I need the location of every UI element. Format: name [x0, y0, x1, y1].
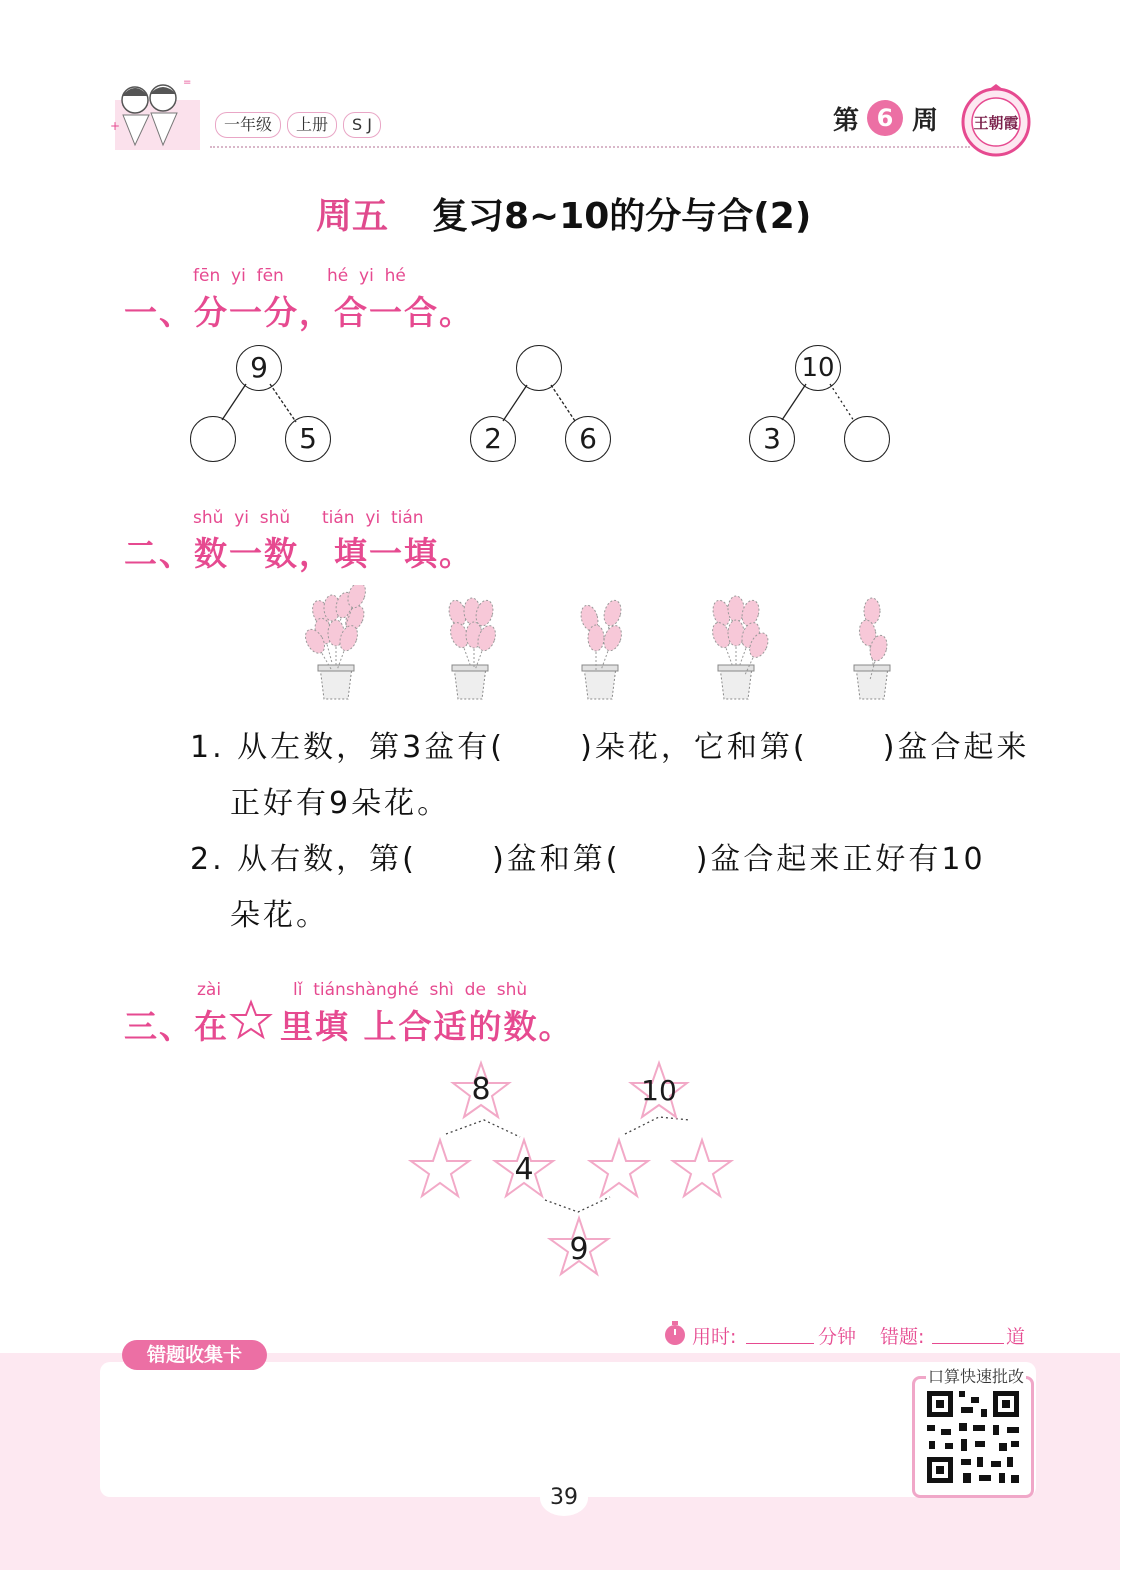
flower-pot-icon: [302, 585, 369, 699]
section2-pinyin-a: shǔ yi shǔ: [193, 508, 291, 528]
header-divider: [210, 146, 970, 148]
week-prefix: 第: [833, 106, 860, 136]
time-blank-line[interactable]: [746, 1343, 814, 1344]
bond-circle-top: 10: [795, 345, 841, 391]
time-label: 用时:: [692, 1326, 737, 1348]
error-unit: 道: [1006, 1326, 1026, 1348]
bond-circle-left-blank[interactable]: [190, 416, 236, 462]
section1-title: 一、分一分，合一合。: [124, 293, 474, 332]
edition-badge: S J: [343, 112, 381, 138]
svg-text:+: +: [110, 119, 121, 133]
bond-circle-top-blank[interactable]: [516, 345, 562, 391]
flower-pot-icon: [854, 598, 890, 699]
time-unit: 分钟: [818, 1326, 857, 1348]
error-label: 错题:: [880, 1326, 925, 1348]
star-number: 8: [471, 1072, 491, 1107]
star-blank[interactable]: [587, 1137, 651, 1201]
flower-pot-icon: [578, 598, 624, 699]
seal-text: 王朝霞: [973, 114, 1019, 132]
qr-code-icon: [915, 1379, 1031, 1495]
flower-pot-icon: [446, 598, 498, 699]
qr-code-label: 口算快速批改: [926, 1364, 1026, 1387]
star-number: 4: [514, 1152, 534, 1187]
section3-pinyin-b: lǐ tiánshànghé shì de shù: [293, 980, 528, 1000]
flower-pot-icon: [709, 596, 771, 699]
kids-illustration: [105, 70, 205, 155]
star-number: 9: [569, 1232, 589, 1267]
question2-line2: 朵花。: [230, 898, 329, 933]
section3-pinyin-a: zài: [197, 980, 222, 1000]
section3-title-start: 三、在: [124, 1007, 229, 1046]
volume-badge: 上册: [287, 112, 337, 138]
star-blank[interactable]: [670, 1137, 734, 1201]
section1-pinyin-b: hé yi hé: [327, 266, 406, 286]
svg-text:=: =: [183, 77, 192, 88]
page-number: 39: [540, 1480, 588, 1516]
qr-code-frame[interactable]: [912, 1376, 1034, 1498]
error-blank-line[interactable]: [932, 1343, 1004, 1344]
question1-line1: 1. 从左数，第3盆有( )朵花，它和第( )盆合起来: [190, 730, 1030, 765]
week-number-badge: 6: [867, 100, 903, 136]
grade-badge: 一年级: [215, 112, 281, 138]
stopwatch-icon: [662, 1320, 688, 1346]
week-suffix: 周: [912, 106, 939, 136]
error-collection-box[interactable]: [100, 1362, 1036, 1497]
page-title-day: 周五: [316, 196, 389, 237]
star-outline-icon: [228, 999, 274, 1041]
bond-circle-right-blank[interactable]: [844, 416, 890, 462]
star-number: 10: [641, 1074, 677, 1107]
bond-circle-right: 6: [565, 416, 611, 462]
bond-circle-left: 3: [749, 416, 795, 462]
section2-title: 二、数一数，填一填。: [124, 534, 474, 573]
flower-pots-row: [290, 585, 910, 705]
author-seal-logo: [960, 82, 1032, 160]
question2-line1: 2. 从右数，第( )盆和第( )盆合起来正好有10: [190, 842, 986, 877]
bond-circle-right: 5: [285, 416, 331, 462]
question1-line2: 正好有9朵花。: [230, 786, 451, 821]
page-title: 复习8~10的分与合(2): [432, 196, 812, 237]
bond-circle-top: 9: [236, 345, 282, 391]
bond-circle-left: 2: [470, 416, 516, 462]
section2-pinyin-b: tián yi tián: [322, 508, 424, 528]
error-collection-tag: 错题收集卡: [122, 1340, 267, 1370]
section1-pinyin-a: fēn yi fēn: [193, 266, 284, 286]
section3-title-end: 里填 上合适的数。: [280, 1007, 574, 1046]
star-blank[interactable]: [408, 1137, 472, 1201]
